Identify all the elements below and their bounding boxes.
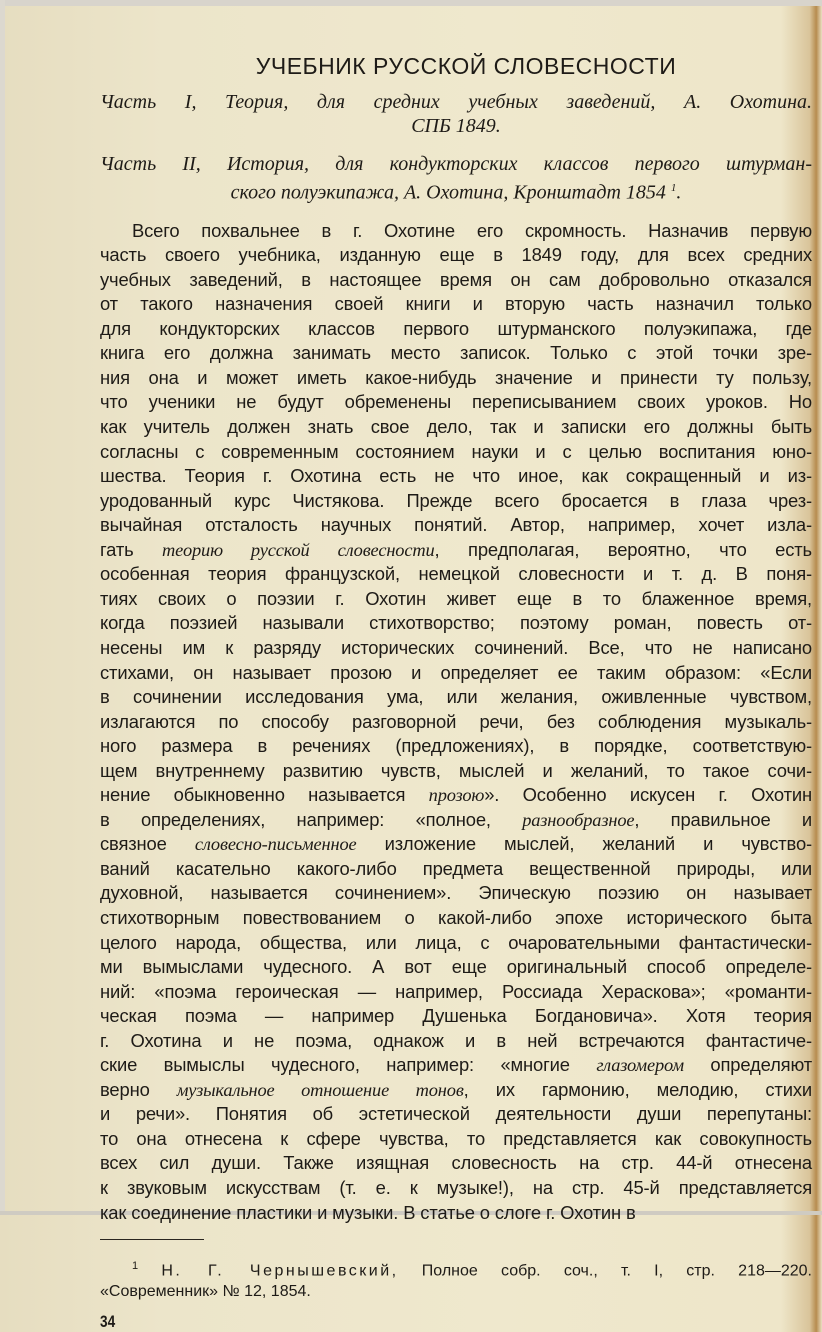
text-line: щем внутреннему развитию чувств, мыслей и желаний, то такое сочи- <box>100 759 812 781</box>
footnote-line <box>100 1256 812 1281</box>
subtitle-line: Часть II, История, для кондукторских классов первого штурман- <box>100 153 812 175</box>
text-run: ». Особенно искусен г. Охотин <box>484 784 812 806</box>
text-line: всех сил души. Также изящная словесность на стр. 44-й отнесена <box>100 1152 812 1174</box>
text-line: стихотворным повествованием о какой-либо эпохе исторического быта <box>100 906 812 928</box>
text-line: ваний касательно какого-либо предмета вещественной природы, или <box>100 857 812 879</box>
book-page <box>100 52 812 1332</box>
text-run: гать <box>100 538 163 560</box>
text-line: как учитель должен знать свое дело, так и записки его должны быть <box>100 416 812 438</box>
text-run: связное <box>100 833 195 855</box>
text-run: верно <box>100 1078 177 1100</box>
italic-text-run: прозою <box>428 785 485 806</box>
footnote-mark: 1 <box>132 1260 139 1273</box>
text-line: часть своего учебника, изданную еще в 1849 году, для всех средних <box>100 244 812 266</box>
text-line: ми вымыслами чудесного. А вот еще оригинальный способ определе- <box>100 956 812 978</box>
footnote-line: «Современник» № 12, 1854. <box>100 1283 311 1301</box>
text-run: , предполагая, вероятно, что есть <box>434 538 812 560</box>
text-line: как соединение пластики и музыки. В статье о слоге г. Охотин в <box>100 1201 636 1223</box>
text-line: несены им к разряду исторических сочинений. Все, что не написано <box>100 636 812 658</box>
subtitle-part-1 <box>100 90 812 138</box>
text-line: для кондукторских классов первого штурманского полуэкипажа, где <box>100 317 812 339</box>
footnote <box>100 1256 812 1302</box>
subtitle-line: ского полуэкипажа, А. Охотина, Кронштадт 1854 $^1$. <box>230 181 682 204</box>
footnote-author: Н. Г. Чернышевский, <box>161 1262 399 1280</box>
text-line: согласны с современным состоянием науки и с целью воспитания юно- <box>100 440 812 462</box>
subtitle-line: Часть I, Теория, для средних учебных заведений, А. Охотина. <box>100 91 812 113</box>
text-line <box>100 1078 812 1103</box>
text-line: ний: «поэма героическая — например, Россиада Хераскова»; «романти- <box>100 980 812 1002</box>
subtitle-line: СПБ 1849. <box>411 115 501 137</box>
scan-top-edge <box>0 0 822 6</box>
italic-text-run: музыкальное отношение тонов <box>176 1079 464 1100</box>
text-line <box>100 783 812 808</box>
text-line: ного размера в речениях (предложениях), в порядке, соответствую- <box>100 735 812 757</box>
text-line: Всего похвальнее в г. Охотине его скромность. Назначив первую <box>132 219 812 241</box>
scan-left-edge <box>0 0 5 1215</box>
text-line: шества. Теория г. Охотина есть не что иное, как сокращенный и из- <box>100 465 812 487</box>
subtitle-text: ского полуэкипажа, А. Охотина, Кронштадт 1854 <box>230 181 666 204</box>
text-run: ские вымыслы чудесного, например: «многие <box>100 1054 597 1076</box>
text-line: когда поэзией называли стихотворство; поэтому роман, повесть от- <box>100 612 812 634</box>
text-line <box>100 808 812 833</box>
footnote-source: Полное собр. соч., т. I, стр. 218—220. <box>398 1262 813 1280</box>
text-run: определяют <box>683 1054 812 1076</box>
italic-text-run: разнообразное <box>522 809 635 830</box>
text-line: в сочинении исследования ума, или желания, оживленные чувством, <box>100 686 812 708</box>
subtitle-part-2 <box>100 152 812 205</box>
text-line: стихами, он называет прозою и определяет ее таким образом: «Если <box>100 661 812 683</box>
text-line: и речи». Понятия об эстетической деятельности души перепутаны: <box>100 1103 812 1125</box>
text-line: что ученики не будут обременены переписыванием своих уроков. Но <box>100 391 812 413</box>
text-line: г. Охотина и не поэма, однакож и в ней встречаются фантастиче- <box>100 1029 812 1051</box>
text-run: изложение мыслей, желаний и чувство- <box>356 833 812 855</box>
text-run: , правильное и <box>634 808 812 830</box>
text-run: нение обыкновенно называется <box>100 784 429 806</box>
footnote-mark: 1 <box>670 182 677 194</box>
text-run: , их гармонию, мелодию, стихи <box>463 1078 812 1100</box>
footnote-rule <box>100 1239 204 1240</box>
text-line <box>100 538 812 563</box>
page-title: УЧЕБНИК РУССКОЙ СЛОВЕСНОСТИ <box>255 53 677 79</box>
text-line: духовной, называется сочинением». Эпическую поэзию он называет <box>100 882 812 904</box>
text-line: особенная теория французской, немецкой словесности и т. д. В поня- <box>100 563 812 585</box>
text-line <box>100 1053 812 1078</box>
text-line: тиях своих о поэзии г. Охотин живет еще в то блаженное время, <box>100 587 812 609</box>
text-line <box>100 832 812 857</box>
text-line: то она отнесена к сфере чувства, то представляется как совокупность <box>100 1127 812 1149</box>
page-number: 34 <box>100 1312 116 1332</box>
text-line: ния она и может иметь какое-нибудь значение и принести ту пользу, <box>100 366 812 388</box>
text-line: книга его должна занимать место записок. Только с этой точки зре- <box>100 342 812 364</box>
text-run: в определениях, например: «полное, <box>100 808 523 830</box>
text-line: от такого назначения своей книги и вторую часть назначил только <box>100 293 812 315</box>
text-line: уродованный курс Чистякова. Прежде всего бросается в глаза чрез- <box>100 489 812 511</box>
text-line: вычайная отсталость научных понятий. Автор, например, хочет изла- <box>100 514 812 536</box>
text-line: ческая поэма — например Душенька Богдановича». Хотя теория <box>100 1005 812 1027</box>
text-line: излагаются по способу разговорной речи, без соблюдения музыкаль- <box>100 710 812 732</box>
italic-text-run: словесно-письменное <box>194 834 357 855</box>
body-text <box>100 219 812 1225</box>
italic-text-run: глазомером <box>596 1055 684 1076</box>
text-line: учебных заведений, в настоящее время он сам добровольно отказался <box>100 268 812 290</box>
text-line: целого народа, общества, или лица, с очаровательными фантастически- <box>100 931 812 953</box>
text-line: к звуковым искусствам (т. е. к музыке!), на стр. 45-й представляется <box>100 1176 812 1198</box>
italic-text-run: теорию русской словесности <box>162 539 435 560</box>
